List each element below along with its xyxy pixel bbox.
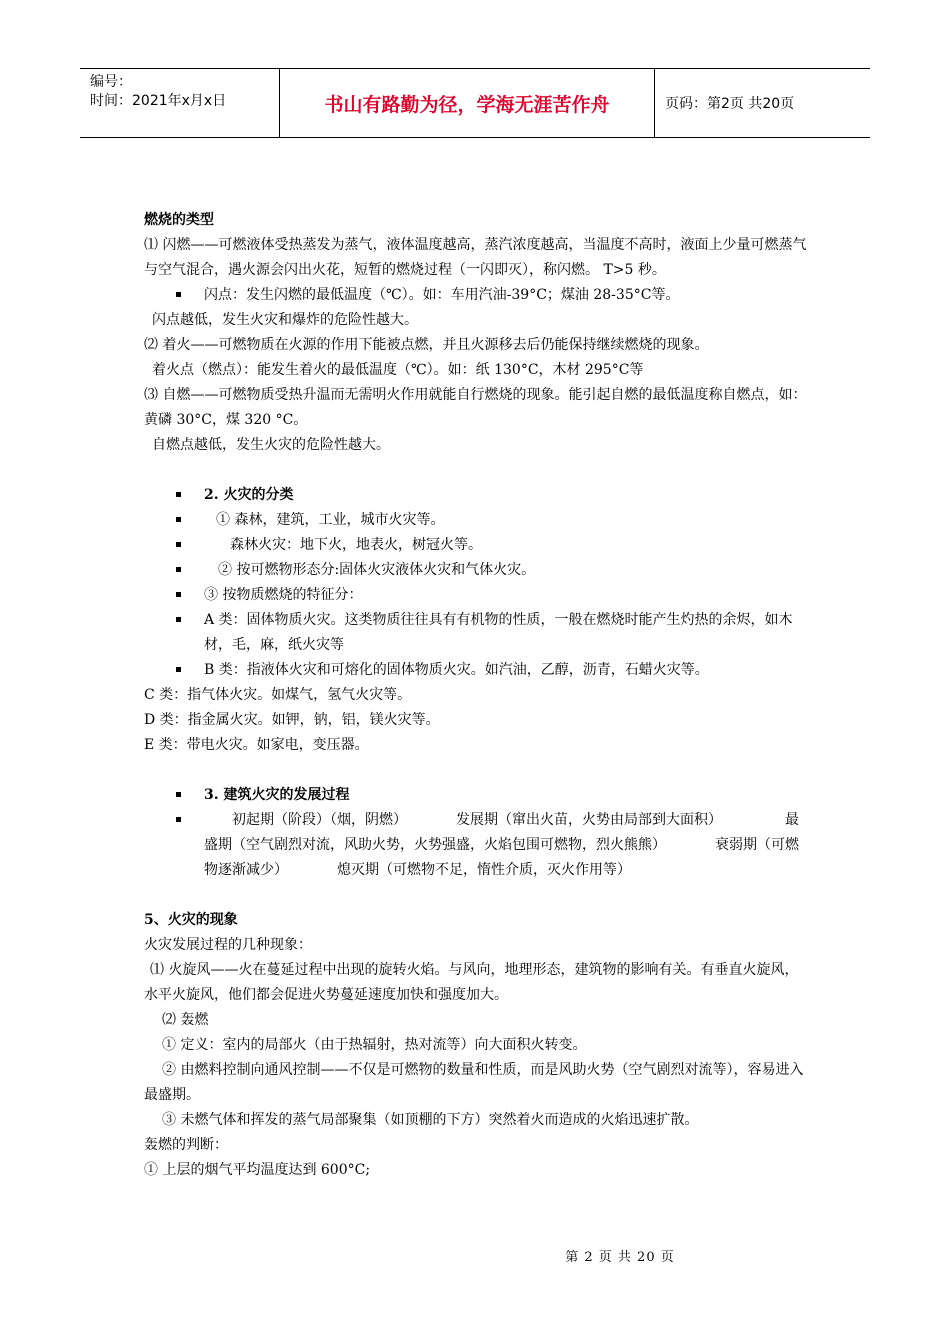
list-item [144,558,812,583]
footer-page-number: 第 2 页 共 20 页 [565,1250,675,1265]
section-title-fire-phenomena: 5、火灾的现象 [144,912,238,928]
paragraph-spontaneous-combustion: ⑶ 自燃——可燃物质受热升温而无需明火作用就能自行燃烧的现象。能引起自燃的最低温度称自燃点，如：黄磷 30°C，煤 320 °C。 [144,387,807,428]
paragraph: ③ 未燃气体和挥发的蒸气局部聚集（如顶棚的下方）突然着火而造成的火焰迅速扩散。 [162,1112,699,1128]
paragraph: 着火点（燃点）：能发生着火的最低温度（℃）。如：纸 130°C，木材 295°C等 [152,362,644,378]
paragraph: ⑵ 轰燃 [162,1012,209,1028]
list-item [144,508,812,533]
list-item-text: ② 按可燃物形态分:固体火灾液体火灾和气体火灾。 [218,562,536,578]
section-title-fire-classification-item [144,483,812,508]
list-item [144,808,812,883]
paragraph-class-e: E 类：带电火灾。如家电，变压器。 [144,737,369,753]
bullet-icon [144,608,204,658]
list-item-text: 闪点：发生闪燃的最低温度（℃）。如：车用汽油-39°C；煤油 28-35°C等。 [204,287,680,303]
list-item [144,658,812,683]
header-meta [80,69,280,137]
section-title-building-fire-item [144,783,812,808]
paragraph-class-c: C 类：指气体火灾。如煤气，氢气火灾等。 [144,687,412,703]
doc-number-label: 编号： [90,74,132,90]
header-motto: 书山有路勤为径，学海无涯苦作舟 [280,69,655,137]
paragraph-class-d: D 类：指金属火灾。如钾，钠，铝，镁火灾等。 [144,712,440,728]
doc-date: 时间：2021年x月x日 [90,93,227,109]
list-item [144,533,812,558]
section-title-combustion-types: 燃烧的类型 [144,212,214,228]
list-item [144,583,812,608]
list-item-text: ③ 按物质燃烧的特征分： [204,587,363,603]
bullet-icon [144,283,204,308]
bullet-icon [144,533,204,558]
bullet-icon [144,583,204,608]
document-body [144,208,812,1183]
header-page-number: 页码：第2页 共20页 [665,96,795,112]
paragraph-ignition: ⑵ 着火——可燃物质在火源的作用下能被点燃，并且火源移去后仍能保持继续燃烧的现象。 [144,337,709,353]
page-header [80,68,870,138]
bullet-icon [144,483,204,508]
list-item-text: 初起期（阶段）（烟，阴燃） 发展期（窜出火苗，火势由局部到大面积） 最盛期（空气剧烈对流，风助火势，火势强盛，火焰包围可燃物，烈火熊熊） 衰弱期（可燃物逐渐减少） 熄灭期（可燃物不足，惰性介质，灭火作用等） [204,812,799,878]
paragraph: ② 由燃料控制向通风控制——不仅是可燃物的数量和性质，而是风助火势（空气剧烈对流等），容易进入最盛期。 [144,1062,804,1103]
paragraph-flash-combustion: ⑴ 闪燃——可燃液体受热蒸发为蒸气，液体温度越高，蒸汽浓度越高，当温度不高时，液面上少量可燃蒸气与空气混合，遇火源会闪出火花，短暂的燃烧过程（一闪即灭），称闪燃。 T>5 秒。 [144,237,807,278]
bullet-icon [144,808,204,883]
list-item [144,283,812,308]
bullet-icon [144,783,204,808]
list-item-text: B 类：指液体火灾和可熔化的固体物质火灾。如汽油，乙醇，沥青，石蜡火灾等。 [204,662,709,678]
paragraph: 闪点越低，发生火灾和爆炸的危险性越大。 [152,312,418,328]
paragraph-fire-whirl: ⑴ 火旋风——火在蔓延过程中出现的旋转火焰。与风向，地理形态，建筑物的影响有关。有垂直火旋风，水平火旋风，他们都会促进火势蔓延速度加快和强度加大。 [144,962,799,1003]
page-footer [0,1246,950,1265]
bullet-icon [144,658,204,683]
bullet-icon [144,508,204,533]
section-title-building-fire: 3. 建筑火灾的发展过程 [204,787,350,803]
paragraph: 自燃点越低，发生火灾的危险性越大。 [152,437,390,453]
paragraph: ① 上层的烟气平均温度达到 600°C; [144,1162,371,1178]
paragraph: ① 定义：室内的局部火（由于热辐射，热对流等）向大面积火转变。 [162,1037,587,1053]
list-item [144,608,812,658]
bullet-icon [144,558,204,583]
list-item-text: A 类：固体物质火灾。这类物质往往具有有机物的性质，一般在燃烧时能产生灼热的余烬，如木材，毛，麻，纸火灾等 [204,612,793,653]
list-item-text: ① 森林，建筑，工业，城市火灾等。 [216,512,445,528]
list-item-text: 森林火灾：地下火，地表火，树冠火等。 [230,537,482,553]
paragraph: 轰燃的判断： [144,1137,228,1153]
section-title-fire-classification: 2. 火灾的分类 [204,487,294,503]
paragraph: 火灾发展过程的几种现象： [144,937,312,953]
